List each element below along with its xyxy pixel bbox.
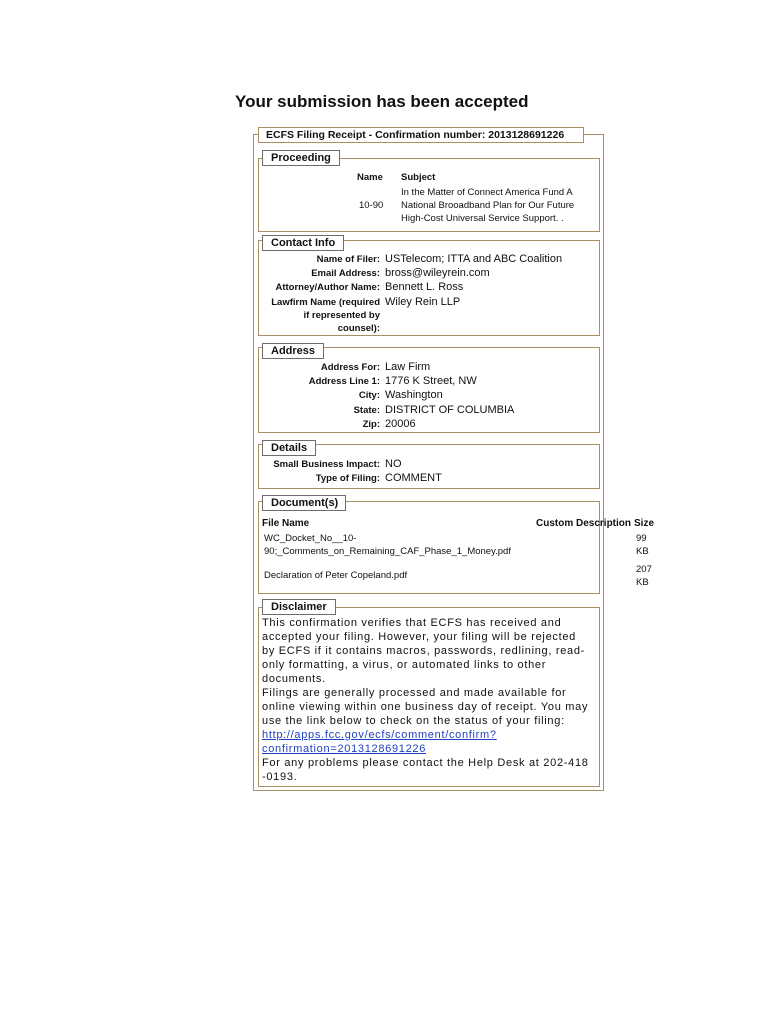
city-label: City:	[358, 390, 380, 401]
state-label: State:	[353, 405, 380, 416]
file-1-size-line-1: 99	[636, 533, 647, 544]
size-header: Size	[634, 518, 655, 529]
custom-description-header: Custom Description	[536, 518, 632, 529]
file-2-size-line-2: KB	[636, 577, 649, 588]
type-of-filing-value: COMMENT	[385, 472, 442, 484]
disclaimer-line: accepted your filing. However, your filing will be rejected	[262, 631, 576, 643]
address-line1-label: Address Line 1:	[308, 376, 380, 387]
address-legend: Address	[262, 343, 324, 359]
email-label: Email Address:	[311, 268, 380, 279]
proceeding-subject-header: Subject	[401, 172, 436, 183]
disclaimer-text	[262, 616, 598, 784]
proceeding-subject-line-3: High-Cost Universal Service Support. .	[401, 213, 564, 224]
proceeding-subject-line-2: National Brooadband Plan for Our Future	[401, 200, 575, 211]
filer-label: Name of Filer:	[316, 254, 380, 265]
file-name-header: File Name	[262, 518, 310, 529]
disclaimer-line: Filings are generally processed and made available for	[262, 687, 567, 699]
file-1-size-line-2: KB	[636, 546, 649, 557]
city-value: Washington	[385, 389, 443, 401]
proceeding-name: 10-90	[359, 200, 384, 211]
zip-value: 20006	[385, 418, 416, 430]
disclaimer-legend: Disclaimer	[262, 599, 336, 615]
small-business-impact-value: NO	[385, 458, 402, 470]
confirmation-status-link[interactable]	[262, 728, 598, 756]
documents-legend: Document(s)	[262, 495, 346, 511]
state-value: DISTRICT OF COLUMBIA	[385, 404, 515, 416]
address-for-value: Law Firm	[385, 361, 431, 373]
disclaimer-line: by ECFS if it contains macros, passwords, redlining, read-	[262, 645, 586, 657]
file-1-name-line-1: WC_Docket_No__10-	[264, 533, 357, 544]
file-2-size-line-1: 207	[636, 564, 652, 575]
disclaimer-line: online viewing within one business day of receipt. You may	[262, 701, 589, 713]
details-legend: Details	[262, 440, 316, 456]
address-line1-value: 1776 K Street, NW	[385, 375, 477, 387]
lawfirm-label-line-2: if represented by	[303, 310, 380, 321]
disclaimer-line: use the link below to check on the status of your filing:	[262, 715, 565, 727]
attorney-value: Bennett L. Ross	[385, 281, 464, 293]
lawfirm-value: Wiley Rein LLP	[385, 296, 461, 308]
file-2-name: Declaration of Peter Copeland.pdf	[264, 570, 408, 581]
small-business-impact-label: Small Business Impact:	[273, 459, 380, 470]
proceeding-legend: Proceeding	[262, 150, 340, 166]
file-1-name-line-2: 90;_Comments_on_Remaining_CAF_Phase_1_Money.pdf	[264, 546, 511, 557]
confirmation-link-line-2[interactable]: confirmation=2013128691226	[262, 743, 427, 755]
disclaimer-line: This confirmation verifies that ECFS has received and	[262, 617, 562, 629]
contact-legend: Contact Info	[262, 235, 344, 251]
zip-label: Zip:	[362, 419, 380, 430]
proceeding-subject-line-1: In the Matter of Connect America Fund A	[401, 187, 573, 198]
attorney-label: Attorney/Author Name:	[275, 282, 380, 293]
proceeding-name-header: Name	[357, 172, 383, 183]
address-for-label: Address For:	[320, 362, 380, 373]
disclaimer-line: -0193.	[262, 771, 298, 783]
disclaimer-line: documents.	[262, 673, 326, 685]
disclaimer-line: only formatting, a virus, or automated links to other	[262, 659, 547, 671]
lawfirm-label-line-3: counsel):	[337, 323, 380, 334]
disclaimer-line: For any problems please contact the Help Desk at 202-418	[262, 757, 589, 769]
email-value: bross@wileyrein.com	[385, 267, 490, 279]
page-title: Your submission has been accepted	[235, 92, 529, 111]
type-of-filing-label: Type of Filing:	[315, 473, 380, 484]
filer-value: USTelecom; ITTA and ABC Coalition	[385, 253, 563, 265]
lawfirm-label-line-1: Lawfirm Name (required	[271, 297, 380, 308]
receipt-title: ECFS Filing Receipt - Confirmation number: 2013128691226	[258, 127, 584, 143]
confirmation-link-line-1[interactable]: http://apps.fcc.gov/ecfs/comment/confirm?	[262, 729, 497, 741]
